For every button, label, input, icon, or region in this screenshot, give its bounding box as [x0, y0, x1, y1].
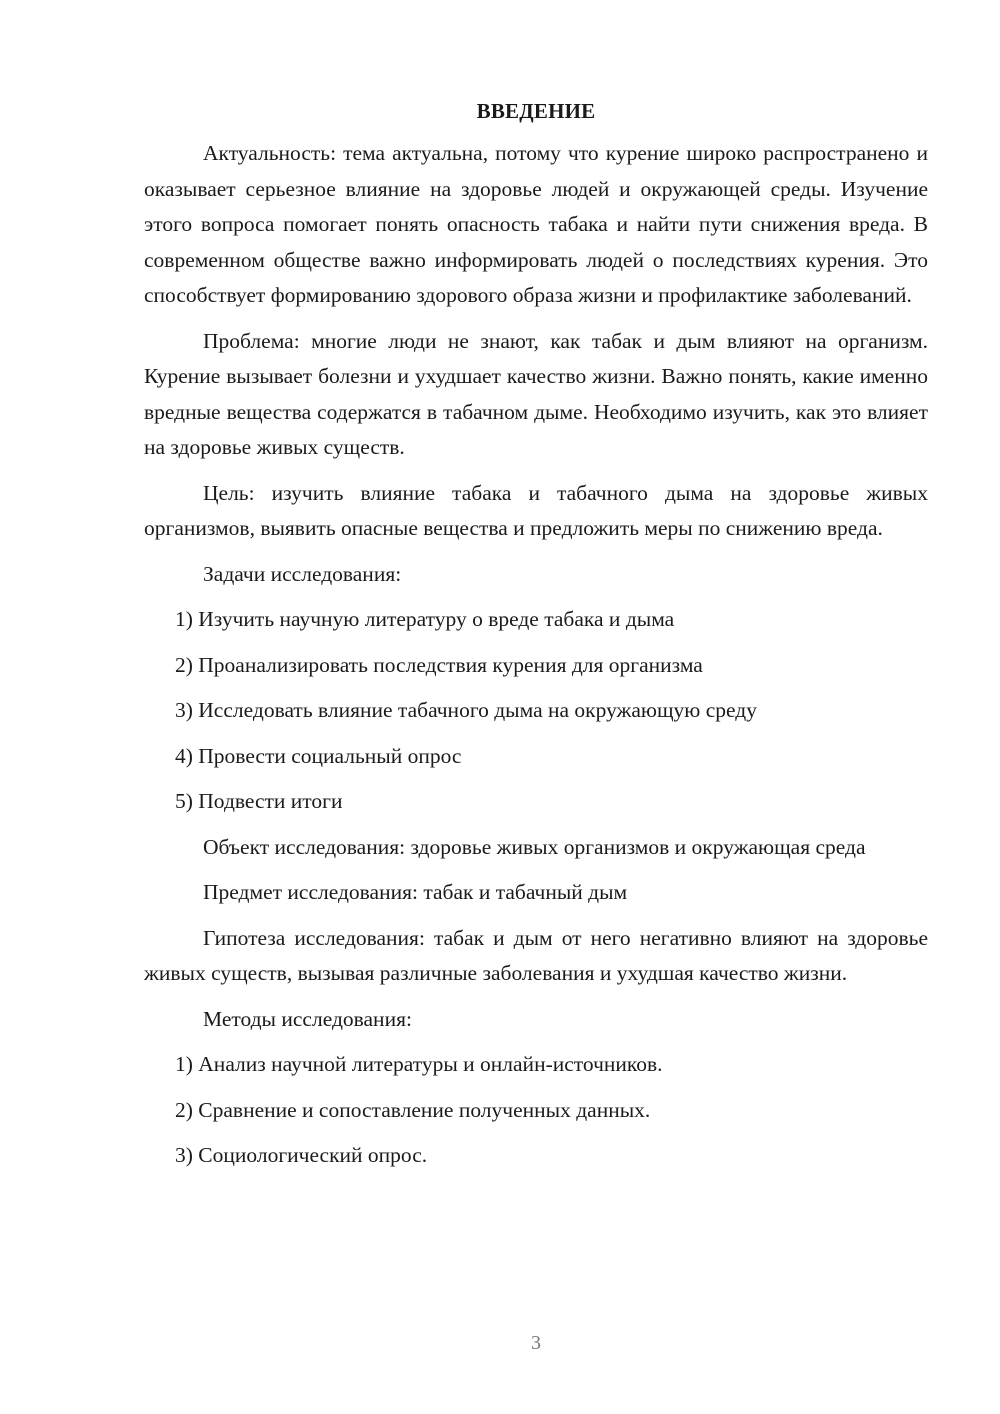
relevance-paragraph: Актуальность: тема актуальна, потому что курение широко распространено и оказывает серьезное влияние на здоровье людей и окружающей среды. Изучение этого вопроса помогает понять опасность табака и найти пути снижения вреда. В современном обществе важно информировать людей о последствиях курения. Это способствует формированию здорового образа жизни и профилактике заболеваний.	[144, 141, 928, 307]
task-item: 3) Исследовать влияние табачного дыма на окружающую среду	[175, 698, 757, 722]
task-item: 4) Провести социальный опрос	[175, 743, 462, 768]
method-item: 1) Анализ научной литературы и онлайн-источников.	[175, 1052, 663, 1076]
subject-paragraph: Предмет исследования: табак и табачный дым	[203, 880, 628, 904]
task-item: 5) Подвести итоги	[175, 789, 343, 813]
method-item: 3) Социологический опрос.	[175, 1143, 428, 1167]
task-item: 2) Проанализировать последствия курения для организма	[175, 652, 703, 677]
methods-list	[144, 1047, 928, 1174]
hypothesis-paragraph: Гипотеза исследования: табак и дым от него негативно влияют на здоровье живых существ, вызывая различные заболевания и ухудшая качество жизни.	[144, 925, 928, 985]
document-page	[144, 96, 928, 1184]
goal-paragraph: Цель: изучить влияние табака и табачного дыма на здоровье живых организмов, выявить опасные вещества и предложить меры по снижению вреда.	[144, 480, 928, 540]
method-item: 2) Сравнение и сопоставление полученных данных.	[175, 1097, 651, 1122]
page-number: 3	[531, 1332, 541, 1354]
section-title: ВВЕДЕНИЕ	[476, 99, 596, 123]
tasks-list	[144, 602, 928, 820]
object-paragraph: Объект исследования: здоровье живых организмов и окружающая среда	[203, 834, 866, 859]
task-item: 1) Изучить научную литературу о вреде табака и дыма	[175, 607, 675, 631]
problem-paragraph: Проблема: многие люди не знают, как табак и дым влияют на организм. Курение вызывает болезни и ухудшает качество жизни. Важно понять, какие именно вредные вещества содержатся в табачном дыме. Необходимо изучить, как это влияет на здоровье живых существ.	[144, 328, 928, 459]
tasks-heading: Задачи исследования:	[203, 561, 402, 586]
methods-heading: Методы исследования:	[203, 1006, 412, 1031]
